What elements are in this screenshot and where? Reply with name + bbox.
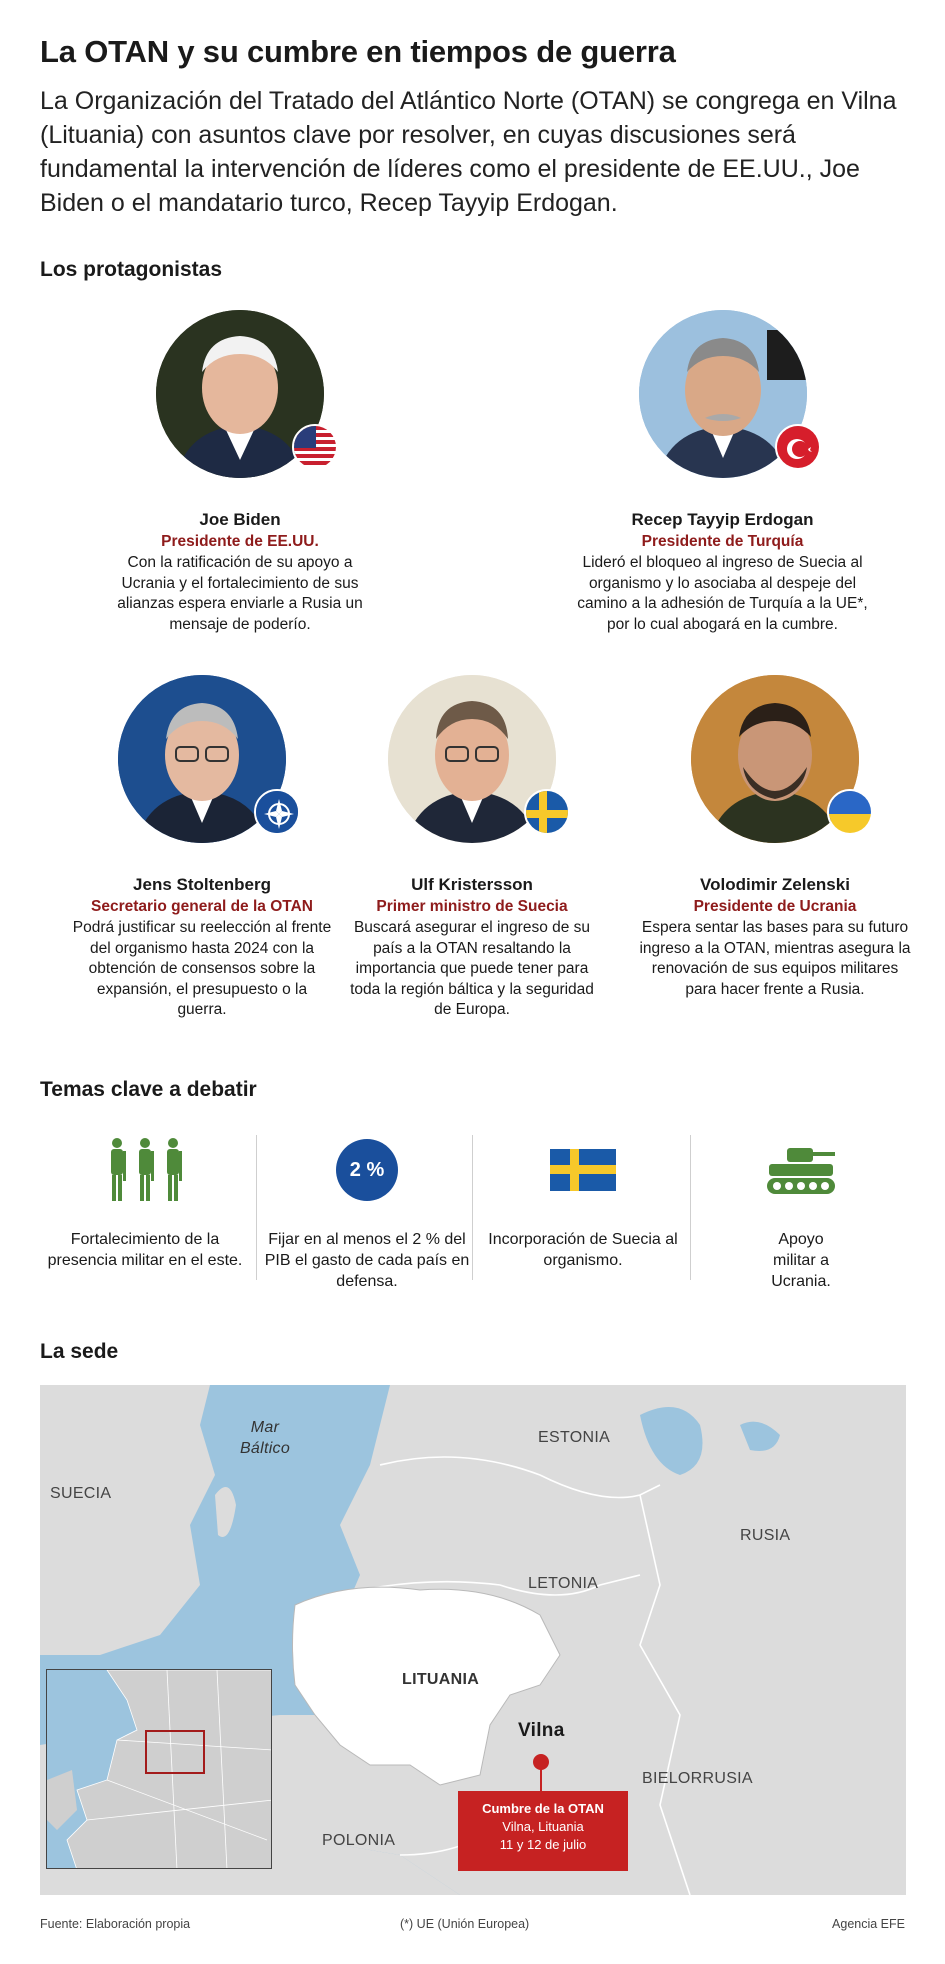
person-description: Buscará asegurar el ingreso de su país a la OTAN resaltando la importancia que puede tener para toda la región báltica y la seguridad de Europa.	[350, 919, 594, 1018]
sweden-flag-icon	[524, 789, 570, 835]
person-card-biden	[110, 310, 370, 635]
intro-paragraph: La Organización del Tratado del Atlántico Norte (OTAN) se congrega en Vilna (Lituania) con asuntos clave por resolver, en cuyas discusiones será fundamental la intervención de líderes como el presidente de EE.UU., Joe Biden o el mandatario turco, Recep Tayyip Erdogan.	[40, 87, 897, 217]
topic-defense-spending	[262, 1135, 472, 1292]
person-role: Primer ministro de Suecia	[376, 898, 568, 915]
country-label-belarus: BIELORRUSIA	[642, 1770, 753, 1787]
topics-heading: Temas clave a debatir	[40, 1078, 257, 1101]
footer-agency: Agencia EFE	[832, 1917, 905, 1931]
topic-text: Incorporación de Suecia al organismo.	[488, 1231, 678, 1269]
avatar	[118, 675, 286, 843]
person-description: Espera sentar las bases para su futuro ingreso a la OTAN, mientras asegura la renovación de sus equipos militares para hacer frente a Rusia.	[639, 919, 911, 998]
location-pin-icon	[533, 1754, 549, 1770]
venue-heading: La sede	[40, 1340, 119, 1363]
person-name: Recep Tayyip Erdogan	[631, 510, 814, 529]
person-description: Con la ratificación de su apoyo a Ucrania y el fortalecimiento de sus alianzas espera enviarle a Rusia un mensaje de poderío.	[117, 554, 363, 633]
person-description: Lideró el bloqueo al ingreso de Suecia al organismo y lo asociaba al despeje del camino a la adhesión de Turquía a la UE*, por lo cual abogará en la cumbre.	[577, 554, 868, 633]
ukraine-flag-icon	[827, 789, 873, 835]
person-card-zelenski	[635, 675, 915, 1000]
pin-stem	[540, 1769, 542, 1791]
divider	[472, 1135, 473, 1280]
sea-label-line1: Mar	[250, 1419, 280, 1436]
divider	[690, 1135, 691, 1280]
turkey-flag-icon	[775, 424, 821, 470]
protagonists-heading: Los protagonistas	[40, 258, 223, 281]
topic-text: Apoyo militar a Ucrania.	[771, 1231, 831, 1290]
avatar	[388, 675, 556, 843]
baltic-map	[40, 1385, 906, 1895]
locator-highlight-box	[145, 1730, 205, 1774]
topic-sweden-accession	[478, 1135, 688, 1271]
person-role: Presidente de EE.UU.	[161, 533, 319, 550]
avatar	[639, 310, 807, 478]
callout-place: Vilna, Lituania	[502, 1819, 584, 1834]
nato-emblem-icon	[254, 789, 300, 835]
country-label-poland: POLONIA	[322, 1832, 396, 1849]
avatar	[691, 675, 859, 843]
topic-text: Fortalecimiento de la presencia militar en el este.	[47, 1231, 243, 1269]
person-role: Secretario general de la OTAN	[91, 898, 313, 915]
person-role: Presidente de Ucrania	[693, 898, 857, 915]
person-role: Presidente de Turquía	[641, 533, 804, 550]
country-label-russia: RUSIA	[740, 1527, 791, 1544]
callout-dates: 11 y 12 de julio	[499, 1837, 587, 1852]
percent-badge-icon: 2 %	[336, 1139, 398, 1201]
sea-label-line2: Báltico	[239, 1440, 291, 1457]
tank-icon	[765, 1144, 837, 1196]
footer-source: Fuente: Elaboración propia	[40, 1917, 191, 1931]
topic-text: Fijar en al menos el 2 % del PIB el gasto de cada país en defensa.	[264, 1231, 470, 1290]
topic-military-presence	[40, 1135, 250, 1271]
divider	[256, 1135, 257, 1280]
person-description: Podrá justificar su reelección al frente del organismo hasta 2024 con la obtención de consensos sobre la expansión, el presupuesto o la guerra.	[72, 919, 332, 1018]
person-name: Ulf Kristersson	[411, 875, 533, 894]
callout-title: Cumbre de la OTAN	[482, 1801, 604, 1816]
country-label-lithuania: LITUANIA	[402, 1671, 480, 1688]
europe-locator-map	[46, 1669, 272, 1869]
person-name: Jens Stoltenberg	[133, 875, 271, 894]
person-name: Volodimir Zelenski	[700, 875, 850, 894]
page-title: La OTAN y su cumbre en tiempos de guerra	[40, 34, 676, 69]
sweden-flag-icon	[550, 1149, 616, 1191]
person-card-kristersson	[342, 675, 602, 1021]
country-label-estonia: ESTONIA	[538, 1429, 611, 1446]
country-label-latvia: LETONIA	[528, 1575, 599, 1592]
summit-callout	[458, 1791, 628, 1871]
person-name: Joe Biden	[199, 510, 281, 529]
city-label-vilna: Vilna	[518, 1720, 565, 1741]
usa-flag-icon	[292, 424, 338, 470]
person-card-stoltenberg	[72, 675, 332, 1021]
country-label-sweden: SUECIA	[50, 1485, 112, 1502]
soldiers-icon	[103, 1137, 187, 1203]
person-card-erdogan	[565, 310, 880, 635]
avatar	[156, 310, 324, 478]
footer-note: (*) UE (Unión Europea)	[400, 1917, 530, 1931]
topic-military-support	[696, 1135, 906, 1292]
